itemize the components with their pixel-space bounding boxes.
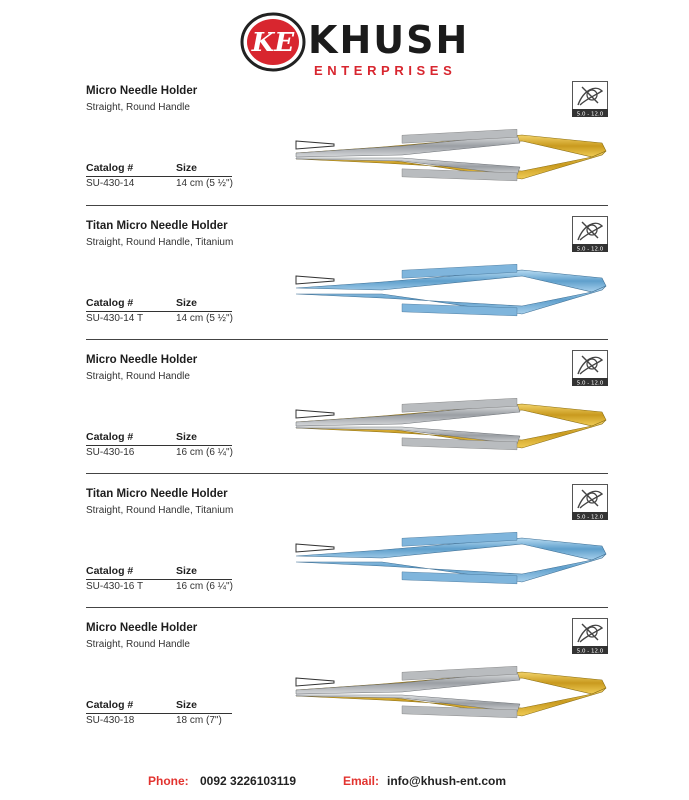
product-description: Straight, Round Handle, Titanium bbox=[86, 237, 234, 248]
size-value: 14 cm (5 ½") bbox=[176, 178, 233, 189]
catalog-heading: Catalog # bbox=[86, 162, 134, 174]
product-item bbox=[0, 488, 689, 622]
khush-logo-icon bbox=[240, 12, 306, 72]
product-name: Micro Needle Holder bbox=[86, 85, 198, 97]
product-name: Titan Micro Needle Holder bbox=[86, 220, 228, 232]
logo-mark-text: KE bbox=[251, 28, 295, 58]
size-value: 14 cm (5 ½") bbox=[176, 313, 233, 324]
size-heading: Size bbox=[176, 699, 198, 711]
product-item bbox=[0, 622, 689, 756]
product-item bbox=[0, 354, 689, 488]
catalog-number: SU-430-14 T bbox=[86, 313, 144, 324]
product-name: Titan Micro Needle Holder bbox=[86, 488, 228, 500]
needle-holder-image bbox=[292, 666, 612, 726]
needle-holder-image bbox=[292, 398, 612, 458]
product-description: Straight, Round Handle, Titanium bbox=[86, 505, 234, 516]
suture-badge-text: 5.0 - 12.0 bbox=[576, 380, 604, 386]
section-divider bbox=[86, 607, 608, 608]
suture-size-icon bbox=[572, 350, 608, 386]
product-name: Micro Needle Holder bbox=[86, 354, 198, 366]
size-value: 16 cm (6 ¼") bbox=[176, 447, 233, 458]
suture-badge-text: 5.0 - 12.0 bbox=[576, 648, 604, 654]
suture-size-icon bbox=[572, 618, 608, 654]
product-description: Straight, Round Handle bbox=[86, 639, 190, 650]
catalog-number: SU-430-14 bbox=[86, 178, 135, 189]
product-description: Straight, Round Handle bbox=[86, 371, 190, 382]
spec-rule bbox=[86, 445, 232, 446]
catalog-number: SU-430-16 bbox=[86, 447, 135, 458]
email-label: Email: bbox=[343, 774, 380, 788]
spec-rule bbox=[86, 713, 232, 714]
size-heading: Size bbox=[176, 162, 198, 174]
phone-number[interactable]: 0092 3226103119 bbox=[200, 774, 297, 788]
catalog-number: SU-430-18 bbox=[86, 715, 135, 726]
size-heading: Size bbox=[176, 565, 198, 577]
size-value: 16 cm (6 ¼") bbox=[176, 581, 233, 592]
catalog-heading: Catalog # bbox=[86, 565, 134, 577]
suture-size-icon bbox=[572, 81, 608, 117]
brand-header bbox=[240, 12, 470, 78]
needle-holder-image bbox=[292, 264, 612, 324]
section-divider bbox=[86, 205, 608, 206]
suture-badge-text: 5.0 - 12.0 bbox=[576, 246, 604, 252]
phone-label: Phone: bbox=[148, 774, 189, 788]
product-item bbox=[0, 220, 689, 354]
product-name: Micro Needle Holder bbox=[86, 622, 198, 634]
brand-name: KHUSH bbox=[308, 18, 470, 62]
product-item bbox=[0, 85, 689, 219]
spec-rule bbox=[86, 176, 232, 177]
catalog-heading: Catalog # bbox=[86, 699, 134, 711]
spec-rule bbox=[86, 311, 232, 312]
size-value: 18 cm (7") bbox=[176, 715, 222, 726]
size-heading: Size bbox=[176, 431, 198, 443]
suture-badge-text: 5.0 - 12.0 bbox=[576, 111, 604, 117]
contact-footer bbox=[0, 774, 689, 792]
catalog-number: SU-430-16 T bbox=[86, 581, 144, 592]
size-heading: Size bbox=[176, 297, 198, 309]
suture-size-icon bbox=[572, 484, 608, 520]
suture-badge-text: 5.0 - 12.0 bbox=[576, 514, 604, 520]
section-divider bbox=[86, 473, 608, 474]
spec-rule bbox=[86, 579, 232, 580]
brand-tagline: ENTERPRISES bbox=[314, 63, 457, 78]
catalog-heading: Catalog # bbox=[86, 431, 134, 443]
suture-size-icon bbox=[572, 216, 608, 252]
catalog-heading: Catalog # bbox=[86, 297, 134, 309]
needle-holder-image bbox=[292, 129, 612, 189]
product-description: Straight, Round Handle bbox=[86, 102, 190, 113]
section-divider bbox=[86, 339, 608, 340]
needle-holder-image bbox=[292, 532, 612, 592]
email-address[interactable]: info@khush-ent.com bbox=[387, 774, 507, 788]
